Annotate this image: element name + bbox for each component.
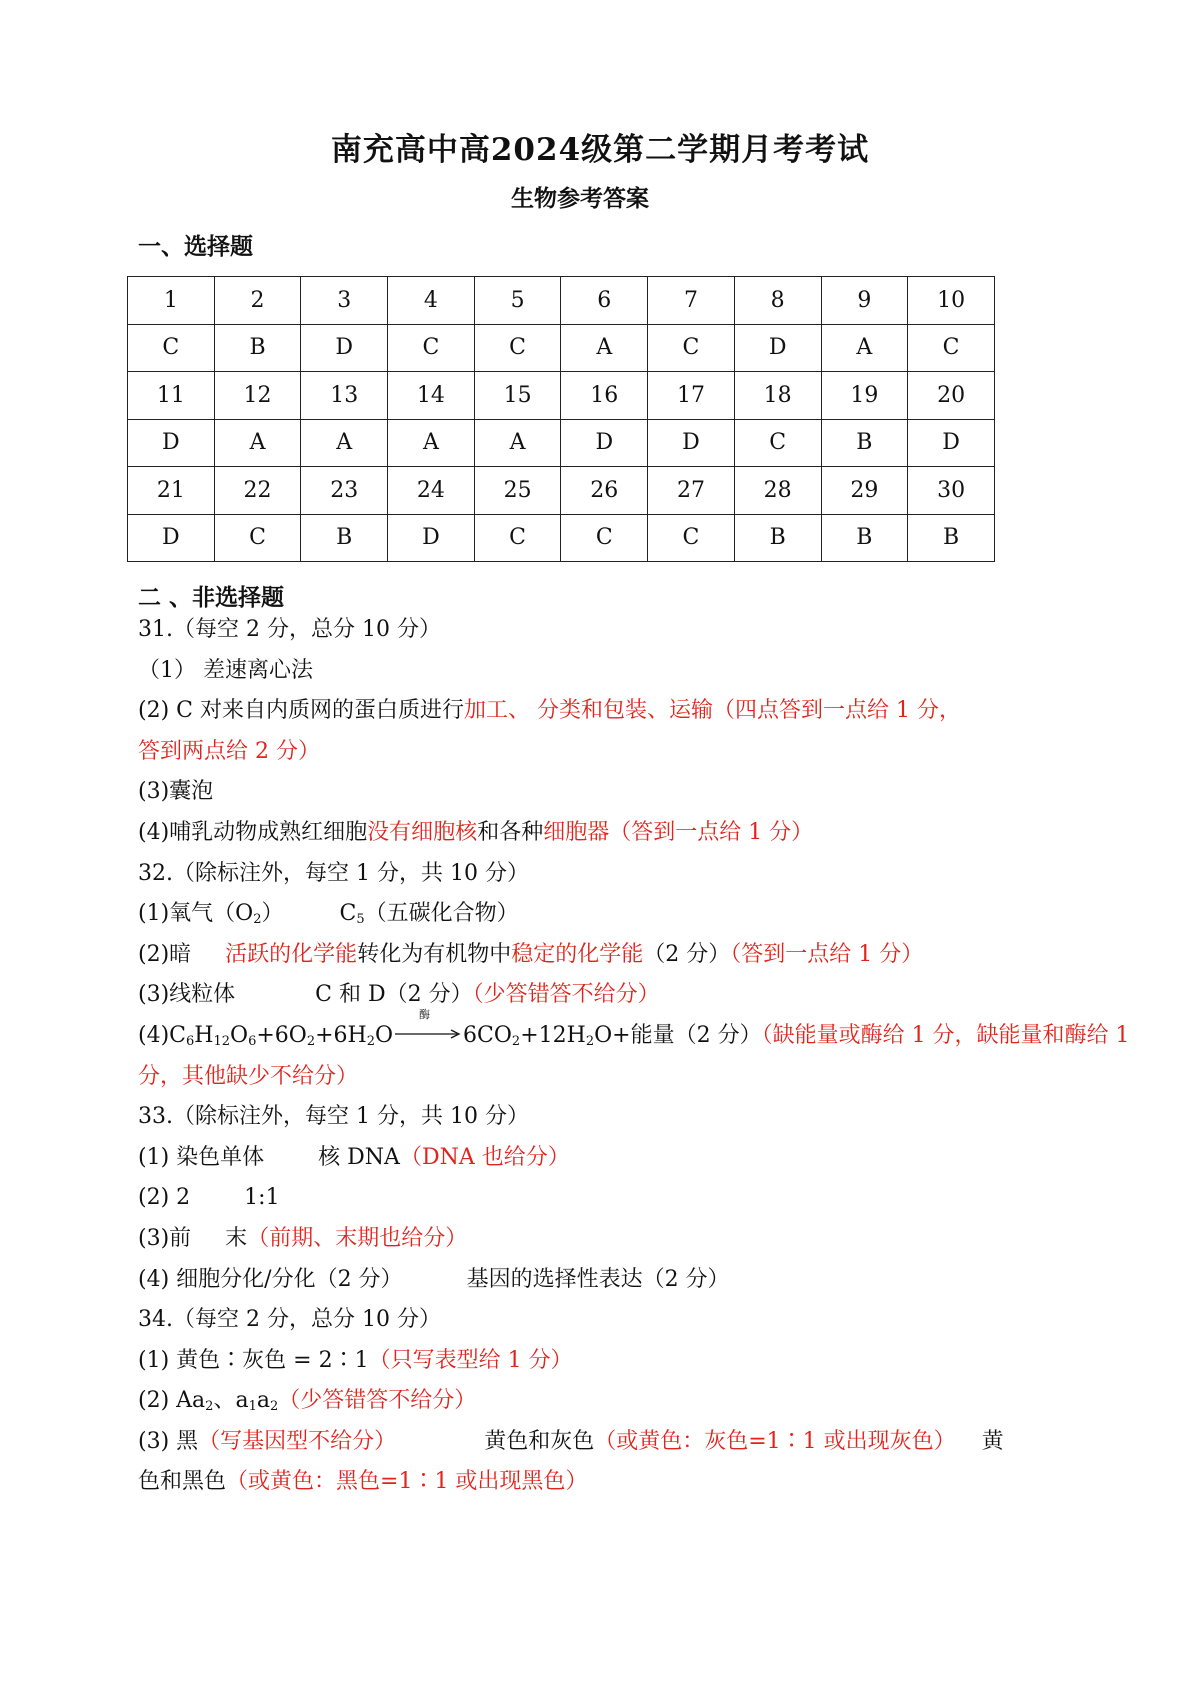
equation-text: O <box>230 1022 249 1048</box>
question-number-cell: 9 <box>821 277 908 325</box>
answer-cell: B <box>821 419 908 467</box>
q33-answer-4 <box>138 1260 1078 1301</box>
q32-answer-4 <box>138 1007 1130 1057</box>
q31-a2-text: (2) C 对来自内质网的蛋白质进行 <box>138 698 464 724</box>
q32-a1-sub: 2 <box>253 912 262 928</box>
question-number-cell: 24 <box>388 467 475 515</box>
q34-a2-s3: 2 <box>269 1399 279 1415</box>
question-number-cell: 23 <box>301 467 388 515</box>
q34-a3-post: 黄 <box>981 1428 1004 1454</box>
question-number-cell: 4 <box>388 277 475 325</box>
q31-a1-text: （1） 差速离心法 <box>138 657 313 683</box>
question-number-cell: 15 <box>474 372 561 420</box>
q31-head-text: 31.（每空 2 分，总分 10 分） <box>138 617 441 642</box>
q32-answer-1 <box>138 894 1078 935</box>
answer-cell: A <box>214 419 301 467</box>
question-number-cell: 21 <box>128 467 215 515</box>
question-number-cell: 7 <box>648 277 735 325</box>
answer-cell: C <box>388 324 475 372</box>
question-number-cell: 30 <box>908 467 995 515</box>
answer-cell: D <box>908 419 995 467</box>
question-number-cell: 16 <box>561 372 648 420</box>
q34-a2-red: （少答错答不给分） <box>278 1388 477 1414</box>
question-number-cell: 8 <box>734 277 821 325</box>
q31-answer-3 <box>138 772 1078 813</box>
answer-cell: B <box>734 514 821 562</box>
question-number-cell: 19 <box>821 372 908 420</box>
q34-a3-red2: （或黄色：灰色=1∶1 或出现灰色） <box>594 1428 956 1454</box>
question-number-row <box>128 277 995 325</box>
question-number-cell: 10 <box>908 277 995 325</box>
answer-cell: D <box>301 324 388 372</box>
question-number-cell: 22 <box>214 467 301 515</box>
answer-cell: A <box>821 324 908 372</box>
question-number-cell: 12 <box>214 372 301 420</box>
question-number-cell: 28 <box>734 467 821 515</box>
q32-a3-red: （少答错答不给分） <box>472 982 660 1008</box>
q33-answer-3 <box>138 1219 1078 1260</box>
equation-subscript: 2 <box>366 1033 375 1049</box>
q34-a1-red: （只写表型给 1 分） <box>368 1347 573 1373</box>
q31-a4-red2: 细胞器（答到一点给 1 分） <box>543 819 814 845</box>
q31-answer-2 <box>138 691 1078 732</box>
answer-cell: C <box>908 324 995 372</box>
answer-cell: D <box>388 514 475 562</box>
q32-a2-red1: 活跃的化学能 <box>225 941 358 967</box>
equation-text: O+能量（2 分） <box>594 1022 762 1048</box>
question-number-cell: 25 <box>474 467 561 515</box>
q32-a3-mid: C 和 D（2 分） <box>315 982 473 1008</box>
q33-answer-1 <box>138 1138 1078 1179</box>
q33-a1-pre: (1) 染色单体 <box>138 1144 265 1170</box>
answer-cell: B <box>821 514 908 562</box>
question-number-cell: 29 <box>821 467 908 515</box>
equation-subscript: 2 <box>511 1033 521 1049</box>
q34-a2-m: 、a <box>213 1388 249 1414</box>
q33-a1-red: （DNA 也给分） <box>399 1144 570 1170</box>
q34-a3-red1: （写基因型不给分） <box>198 1428 397 1454</box>
question-number-row <box>128 372 995 420</box>
answer-cell: B <box>908 514 995 562</box>
q31-heading <box>138 610 1078 651</box>
equation-subscript: 12 <box>213 1033 231 1049</box>
q31-a4-red1: 没有细胞核 <box>367 819 478 845</box>
q31-a4-mid: 和各种 <box>477 819 544 845</box>
q34-a3-pre: (3) 黑 <box>138 1428 199 1454</box>
question-number-cell: 27 <box>648 467 735 515</box>
q32-equation-left <box>138 1023 393 1048</box>
answer-cell: D <box>128 514 215 562</box>
q32-a4-red: （缺能量或酶给 1 分，缺能量和酶给 1 <box>761 1022 1130 1048</box>
q32-a2-red2: 稳定的化学能 <box>511 941 644 967</box>
answer-cell: C <box>128 324 215 372</box>
q31-a4-text: (4)哺乳动物成熟红细胞 <box>138 819 368 845</box>
question-number-cell: 17 <box>648 372 735 420</box>
page-title: 南充高中高2024级第二学期月考考试 <box>330 132 870 168</box>
answer-cell: C <box>474 514 561 562</box>
q34-answer-2 <box>138 1381 1078 1422</box>
equation-subscript: 6 <box>248 1033 257 1049</box>
q32-a4-red2: 分，其他缺少不给分） <box>138 1063 359 1089</box>
q32-a1-d: （五碳化合物） <box>364 901 519 927</box>
question-number-cell: 6 <box>561 277 648 325</box>
q33-heading <box>138 1097 1078 1138</box>
answer-cell: A <box>474 419 561 467</box>
q32-answer-4-cont <box>138 1057 1078 1098</box>
question-number-cell: 18 <box>734 372 821 420</box>
q34-answer-3 <box>138 1422 1078 1463</box>
q33-a2-pre: (2) 2 <box>138 1185 191 1211</box>
equation-text: H <box>194 1022 214 1048</box>
answer-cell: C <box>648 324 735 372</box>
q34-a1-pre: (1) 黄色∶灰色 = 2∶1 <box>138 1347 369 1373</box>
answer-row <box>128 324 995 372</box>
equation-subscript: 2 <box>306 1033 316 1049</box>
equation-text: +12H <box>520 1022 586 1048</box>
answer-cell: D <box>561 419 648 467</box>
q32-a2-red3: （答到一点给 1 分） <box>730 941 924 967</box>
answer-cell: D <box>128 419 215 467</box>
answer-cell: D <box>648 419 735 467</box>
q31-a2-red-cont: 答到两点给 2 分） <box>138 738 320 764</box>
answer-cell: C <box>561 514 648 562</box>
equation-subscript: 6 <box>186 1033 195 1049</box>
answer-row <box>128 514 995 562</box>
q32-a1-csub: 5 <box>356 912 365 928</box>
answer-cell: C <box>648 514 735 562</box>
q33-a3-red: （前期、末期也给分） <box>247 1225 468 1251</box>
equation-subscript: 2 <box>585 1033 595 1049</box>
q33-a4-mid: 基因的选择性表达（2 分） <box>466 1266 730 1292</box>
enzyme-label: 酶 <box>419 1007 431 1021</box>
equation-text: +6H <box>315 1022 367 1048</box>
q34-a2-m2: a <box>256 1388 270 1414</box>
q34-a2-pre: (2) Aa <box>138 1388 206 1414</box>
question-number-cell: 14 <box>388 372 475 420</box>
answer-row <box>128 419 995 467</box>
q34-answer-1 <box>138 1341 1078 1382</box>
reaction-arrow-icon <box>393 1007 463 1044</box>
answer-cell: C <box>214 514 301 562</box>
q33-head-text: 33.（除标注外，每空 1 分，共 10 分） <box>138 1104 529 1130</box>
q33-answer-2 <box>138 1178 1078 1219</box>
q32-answer-2 <box>138 935 1078 976</box>
q33-a3-pre: (3)前 <box>138 1225 192 1251</box>
q34-a3-line2: 色和黑色 <box>138 1469 227 1495</box>
q33-a4-pre: (4) 细胞分化/分化（2 分） <box>138 1266 403 1292</box>
page-subtitle: 生物参考答案 <box>511 185 649 212</box>
equation-text: O <box>375 1022 394 1048</box>
question-number-cell: 2 <box>214 277 301 325</box>
q34-answer-3-cont <box>138 1462 1078 1503</box>
answer-cell: B <box>214 324 301 372</box>
section-choice-heading: 一、选择题 <box>138 233 253 260</box>
equation-text: 6CO <box>463 1022 512 1048</box>
q32-head-text: 32.（除标注外，每空 1 分，共 10 分） <box>138 860 529 886</box>
q31-a3-text: (3)囊泡 <box>138 779 214 805</box>
answer-cell: C <box>734 419 821 467</box>
q33-a1-mid: 核 DNA <box>318 1144 400 1170</box>
equation-text: +6O <box>256 1022 307 1048</box>
q32-a2-post: （2 分） <box>643 941 731 967</box>
q33-a3-mid: 末 <box>225 1225 248 1251</box>
q34-a3-red3: （或黄色：黑色=1∶1 或出现黑色） <box>226 1469 588 1495</box>
answer-cell: C <box>474 324 561 372</box>
answer-cell: A <box>561 324 648 372</box>
answer-lines <box>138 610 1130 1503</box>
q32-a1-a: (1)氧气（O <box>138 901 254 927</box>
q32-heading <box>138 854 1078 895</box>
question-number-cell: 13 <box>301 372 388 420</box>
q32-answer-3 <box>138 975 1078 1016</box>
q32-a1-b: ） <box>261 901 284 927</box>
q34-heading <box>138 1300 1078 1341</box>
question-number-cell: 20 <box>908 372 995 420</box>
q31-answer-2-cont <box>138 732 1078 773</box>
question-number-cell: 1 <box>128 277 215 325</box>
q33-a2-mid: 1:1 <box>244 1185 280 1211</box>
q31-answer-1 <box>138 651 1078 692</box>
q31-answer-4 <box>138 813 1078 854</box>
q32-equation-right <box>463 1023 762 1048</box>
q31-a2-red-text: 加工、 分类和包装、运输（四点答到一点给 1 分， <box>463 698 961 724</box>
answer-table <box>127 276 995 562</box>
question-number-row <box>128 467 995 515</box>
answer-cell: A <box>301 419 388 467</box>
q32-a1-c: C <box>339 901 357 927</box>
question-number-cell: 26 <box>561 467 648 515</box>
q34-a3-mid: 黄色和灰色 <box>484 1428 595 1454</box>
question-number-cell: 5 <box>474 277 561 325</box>
question-number-cell: 11 <box>128 372 215 420</box>
q32-a2-mid: 转化为有机物中 <box>357 941 512 967</box>
question-number-cell: 3 <box>301 277 388 325</box>
q32-a3-pre: (3)线粒体 <box>138 982 236 1008</box>
equation-text: (4)C <box>138 1022 186 1048</box>
section-nonchoice-heading: 二 、非选择题 <box>138 584 285 611</box>
q32-a2-pre: (2)暗 <box>138 941 192 967</box>
answer-cell: B <box>301 514 388 562</box>
answer-cell: D <box>734 324 821 372</box>
q34-head-text: 34.（每空 2 分，总分 10 分） <box>138 1307 441 1333</box>
q34-a2-s2: 1 <box>248 1399 257 1415</box>
answer-cell: A <box>388 419 475 467</box>
q34-a2-s1: 2 <box>205 1399 214 1415</box>
